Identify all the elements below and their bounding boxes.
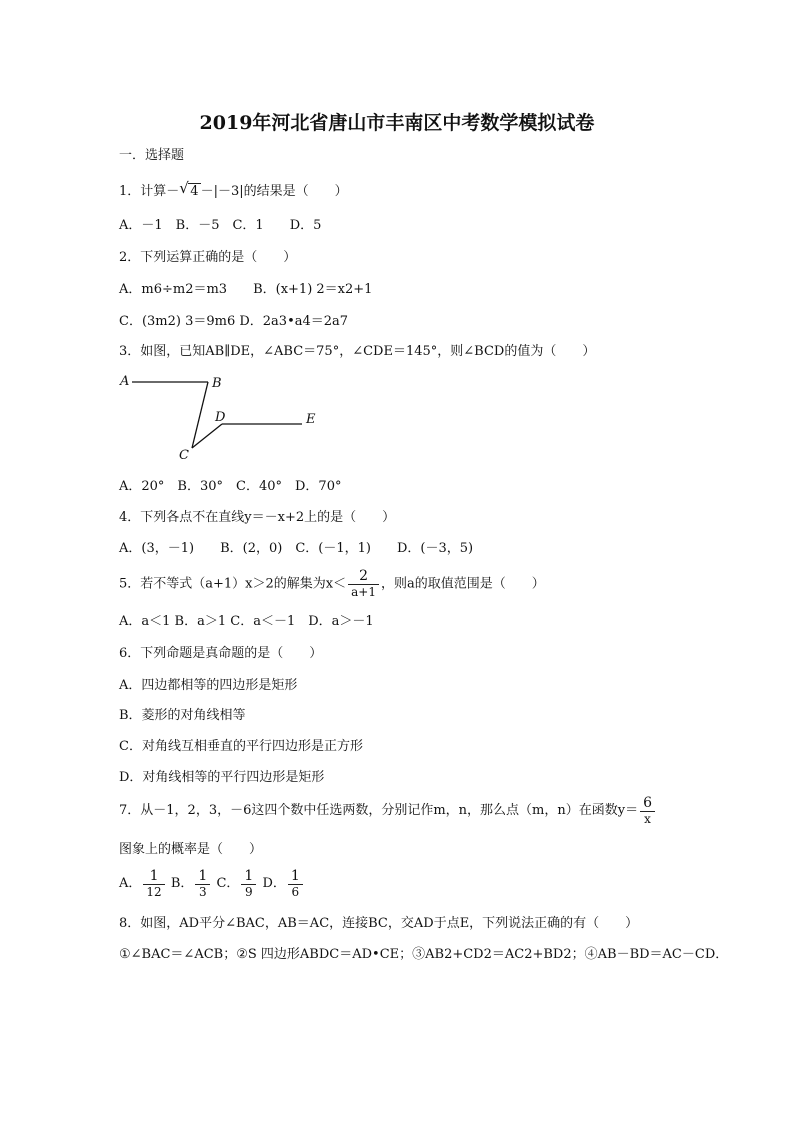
q7-d-numerator: 1 bbox=[290, 867, 300, 884]
q7-option-d-label: D． bbox=[262, 876, 286, 891]
q6-option-a: A．四边都相等的四边形是矩形 bbox=[119, 678, 298, 693]
q2-stem: 2．下列运算正确的是（ ） bbox=[119, 250, 297, 265]
label-d: D bbox=[215, 410, 226, 425]
segment-bc bbox=[192, 382, 208, 448]
q6-option-d: D．对角线相等的平行四边形是矩形 bbox=[119, 770, 325, 785]
q5-fraction bbox=[348, 568, 379, 600]
q1-stem-pre: 1．计算－ bbox=[119, 184, 180, 199]
question-1 bbox=[119, 179, 348, 200]
q1-stem-post: －|－3|的结果是（ ） bbox=[200, 184, 348, 199]
q7-option-a-fraction bbox=[143, 868, 164, 900]
q7-option-b-label: B． bbox=[170, 876, 194, 891]
q7-b-numerator: 1 bbox=[198, 867, 208, 884]
radical-sign-icon: √ bbox=[179, 179, 189, 197]
q5-frac-numerator: 2 bbox=[359, 568, 368, 584]
q7-frac-denominator: x bbox=[640, 811, 655, 827]
label-a: A bbox=[120, 374, 130, 389]
q7-option-a-label: A． bbox=[119, 876, 142, 891]
sqrt-expression bbox=[179, 179, 200, 200]
q6-option-b: B．菱形的对角线相等 bbox=[119, 708, 246, 723]
page-title: 2019年河北省唐山市丰南区中考数学模拟试卷 bbox=[199, 112, 595, 134]
q1-options: A．－1 B．－5 C．1 D．5 bbox=[119, 218, 322, 233]
q7-option-d-fraction bbox=[288, 868, 303, 900]
q7-c-denominator: 9 bbox=[241, 884, 256, 900]
q7-fraction bbox=[640, 795, 655, 827]
q5-stem-pre: 5．若不等式（a+1）x＞2的解集为x＜ bbox=[119, 576, 347, 592]
q7-d-denominator: 6 bbox=[288, 884, 303, 900]
q5-frac-denominator: a+1 bbox=[348, 584, 379, 600]
q5-options: A．a＜1 B．a＞1 C．a＜－1 D．a＞－1 bbox=[119, 614, 374, 629]
q6-stem: 6．下列命题是真命题的是（ ） bbox=[119, 646, 323, 661]
q7-a-denominator: 12 bbox=[143, 884, 164, 900]
q7-option-b-fraction bbox=[195, 868, 210, 900]
question-5 bbox=[119, 568, 545, 601]
q7-frac-numerator: 6 bbox=[643, 794, 653, 811]
q7-option-c-fraction bbox=[241, 868, 256, 900]
q4-stem: 4．下列各点不在直线y＝－x+2上的是（ ） bbox=[119, 510, 396, 525]
q6-option-c: C．对角线互相垂直的平行四边形是正方形 bbox=[119, 739, 363, 754]
q3-geometry-figure bbox=[112, 368, 332, 468]
q5-stem-post: ，则a的取值范围是（ ） bbox=[380, 576, 545, 592]
q2-options-cd: C．(3m2) 3＝9m6 D．2a3•a4＝2a7 bbox=[119, 314, 349, 329]
label-e: E bbox=[306, 412, 316, 427]
section-heading: 一．选择题 bbox=[119, 148, 185, 163]
q2-options-ab: A．m6÷m2＝m3 B．(x+1) 2＝x2+1 bbox=[119, 282, 373, 297]
label-b: B bbox=[212, 376, 222, 391]
q7-option-c-label: C． bbox=[216, 876, 240, 891]
q8-stem: 8．如图，AD平分∠BAC，AB＝AC，连接BC，交AD于点E，下列说法正确的有（ ） bbox=[119, 916, 639, 931]
q7-c-numerator: 1 bbox=[244, 867, 254, 884]
q8-items: ①∠BAC＝∠ACB；②S 四边形ABDC＝AD•CE；③AB2+CD2＝AC2+BD2；④AB－BD＝AC－CD． bbox=[119, 947, 729, 962]
q3-stem: 3．如图，已知AB∥DE，∠ABC＝75°，∠CDE＝145°，则∠BCD的值为（ ） bbox=[119, 344, 596, 359]
q7-stem-pre: 7．从－1，2，3，－6这四个数中任选两数，分别记作m，n，那么点（m，n）在函数y＝ bbox=[119, 803, 639, 818]
q3-options: A．20° B．30° C．40° D．70° bbox=[119, 479, 342, 494]
q4-options: A．(3，－1) B．(2，0) C．(－1，1) D．(－3，5) bbox=[119, 541, 474, 556]
label-c: C bbox=[179, 448, 189, 463]
q7-b-denominator: 3 bbox=[195, 884, 210, 900]
q7-a-numerator: 1 bbox=[149, 867, 159, 884]
question-7 bbox=[119, 793, 657, 829]
q7-stem-line2: 图象上的概率是（ ） bbox=[119, 842, 263, 857]
q7-options bbox=[119, 866, 305, 902]
sqrt-argument: 4 bbox=[190, 184, 199, 199]
